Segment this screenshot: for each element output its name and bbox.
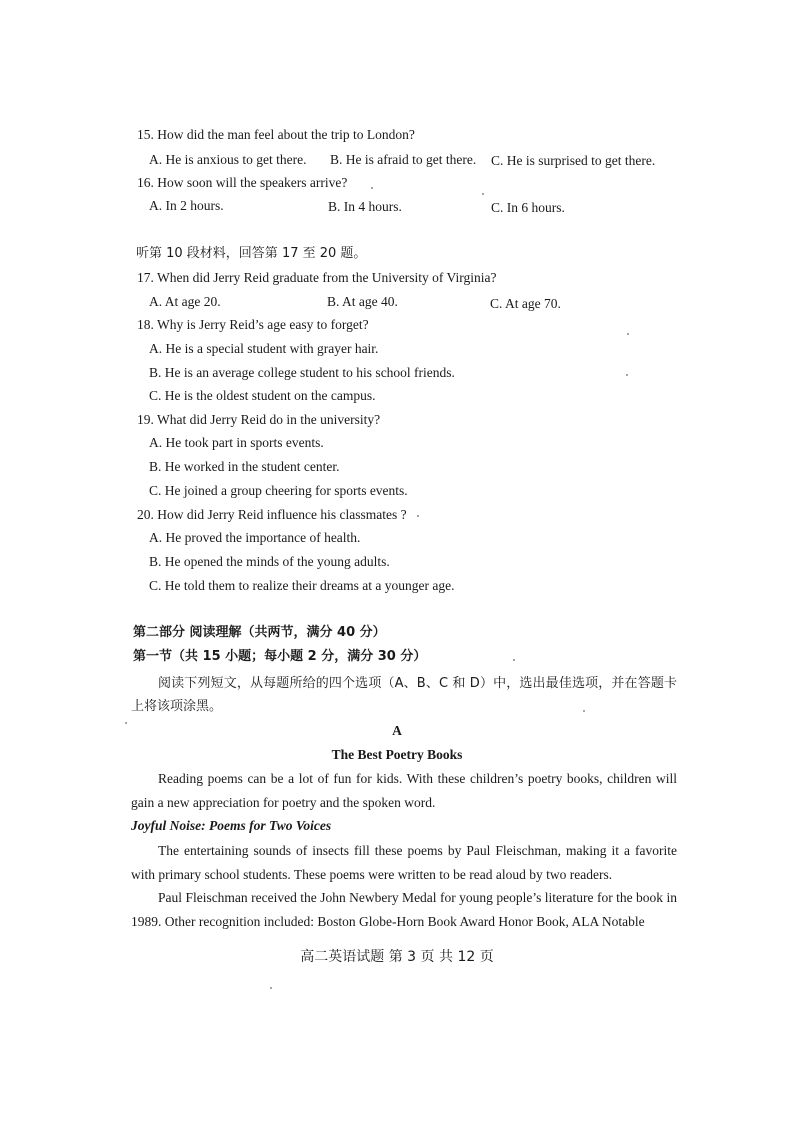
scan-speck — [270, 987, 272, 989]
section-1-heading: 第一节（共 15 小题；每小题 2 分，满分 30 分） — [133, 649, 427, 664]
scan-speck — [513, 659, 515, 661]
reading-instructions: 阅读下列短文，从每题所给的四个选项（A、B、C 和 D）中，选出最佳选项，并在答题卡上将该项涂黑。 — [131, 676, 677, 714]
question-17-stem: 17. When did Jerry Reid graduate from the University of Virginia? — [137, 270, 497, 285]
scan-speck — [371, 187, 373, 189]
passage-intro: Reading poems can be a lot of fun for kids. With these children’s poetry books, children will gain a new appreciation for poetry and the spoken word. — [131, 771, 677, 810]
question-17-option-c: C. At age 70. — [490, 296, 561, 311]
scan-speck — [583, 710, 585, 712]
scan-speck — [482, 193, 484, 195]
page-footer: 高二英语试题 第 3 页 共 12 页 — [300, 949, 494, 965]
question-15-option-b: B. He is afraid to get there. — [330, 152, 477, 167]
question-18-option-b: B. He is an average college student to his school friends. — [149, 365, 455, 380]
passage-letter: A — [392, 723, 402, 738]
question-15-option-a: A. He is anxious to get there. — [149, 152, 307, 167]
question-16-option-c: C. In 6 hours. — [491, 200, 565, 215]
scan-speck — [417, 515, 419, 517]
question-15-option-c: C. He is surprised to get there. — [491, 153, 656, 168]
question-16-option-a: A. In 2 hours. — [149, 198, 224, 213]
question-15-stem: 15. How did the man feel about the trip to London? — [137, 127, 415, 142]
question-19-option-a: A. He took part in sports events. — [149, 435, 324, 450]
question-19-option-b: B. He worked in the student center. — [149, 459, 340, 474]
passage-paragraph-1: The entertaining sounds of insects fill these poems by Paul Fleischman, making it a favorite with primary school students. These poems were written to be read aloud by two readers. — [131, 843, 677, 882]
section-10-instruction: 听第 10 段材料，回答第 17 至 20 题。 — [136, 246, 367, 261]
book-title: Joyful Noise: Poems for Two Voices — [131, 818, 332, 833]
scan-speck — [627, 333, 629, 335]
passage-title: The Best Poetry Books — [331, 747, 463, 762]
question-16-option-b: B. In 4 hours. — [328, 199, 402, 214]
question-20-stem: 20. How did Jerry Reid influence his classmates ? — [137, 507, 407, 522]
question-18-stem: 18. Why is Jerry Reid’s age easy to forget? — [137, 317, 369, 332]
scan-speck — [125, 722, 127, 724]
question-20-option-a: A. He proved the importance of health. — [149, 530, 361, 545]
question-19-stem: 19. What did Jerry Reid do in the university? — [137, 412, 381, 427]
passage-paragraph-2: Paul Fleischman received the John Newbery Medal for young people’s literature for the book in 1989. Other recognition included: Boston Globe-Horn Book Award Honor Book, ALA Notable — [131, 890, 677, 929]
scan-speck — [626, 374, 628, 376]
question-18-option-a: A. He is a special student with grayer hair. — [149, 341, 379, 356]
question-20-option-c: C. He told them to realize their dreams at a younger age. — [149, 578, 455, 593]
question-17-option-a: A. At age 20. — [149, 294, 221, 309]
question-19-option-c: C. He joined a group cheering for sports events. — [149, 483, 408, 498]
question-18-option-c: C. He is the oldest student on the campus. — [149, 388, 376, 403]
part-2-heading: 第二部分 阅读理解（共两节，满分 40 分） — [133, 625, 386, 640]
question-17-option-b: B. At age 40. — [327, 294, 398, 309]
question-20-option-b: B. He opened the minds of the young adults. — [149, 554, 390, 569]
question-16-stem: 16. How soon will the speakers arrive? — [137, 175, 348, 190]
